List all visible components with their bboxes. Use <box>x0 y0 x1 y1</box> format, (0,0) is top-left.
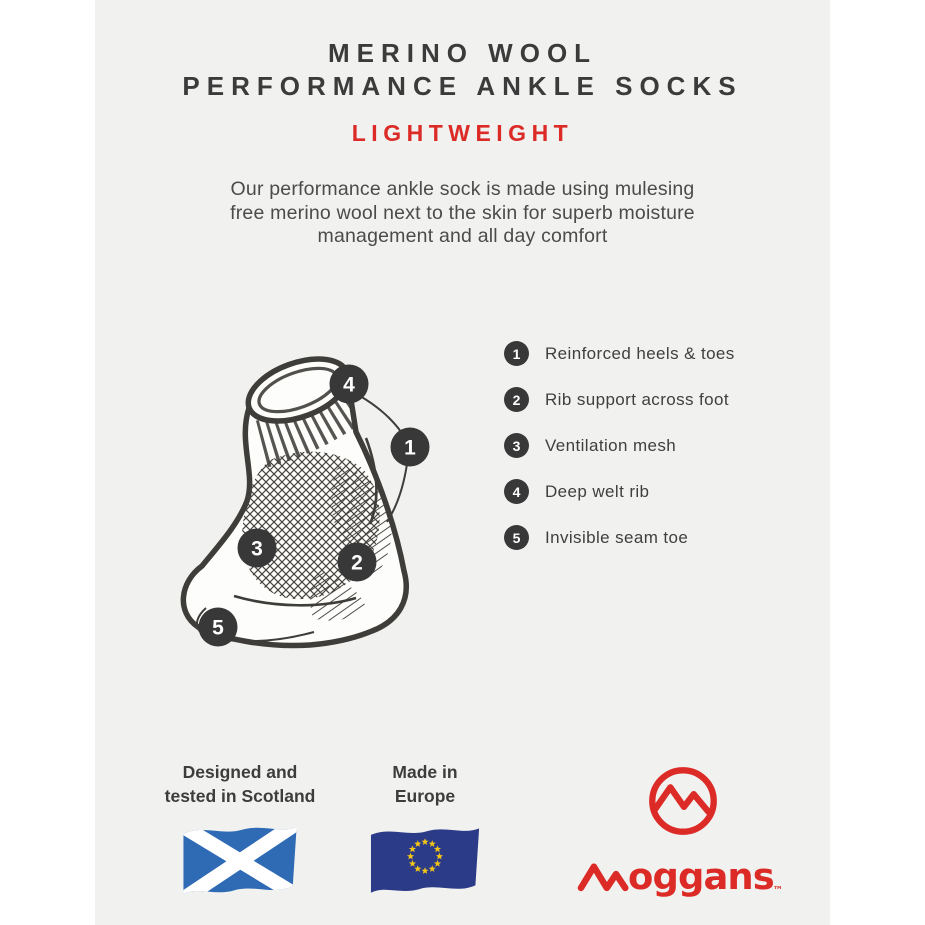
trademark-symbol: ™ <box>772 885 784 897</box>
feature-label: Reinforced heels & toes <box>545 343 735 363</box>
callout-2 <box>338 543 377 582</box>
content-panel <box>95 0 830 925</box>
wordmark-text: oggans <box>628 854 774 898</box>
feature-number-badge: 5 <box>504 525 529 550</box>
feature-number-badge: 2 <box>504 387 529 412</box>
origin-europe <box>350 760 500 909</box>
scotland-flag-icon <box>181 820 299 904</box>
svg-text:5: 5 <box>212 616 224 640</box>
feature-label: Rib support across foot <box>545 389 730 409</box>
product-title-line1: MERINO WOOL <box>327 38 598 68</box>
origin-europe-label: Made in Europe <box>392 762 458 806</box>
feature-item-invisible-seam-toe <box>504 525 735 550</box>
feature-item-deep-welt-rib <box>504 479 735 504</box>
moggans-logo-icon <box>644 762 722 840</box>
brand-block <box>575 762 790 899</box>
header <box>95 0 830 249</box>
feature-number-badge: 3 <box>504 433 529 458</box>
product-title-line2: PERFORMANCE ANKLE SOCKS <box>182 71 743 101</box>
callout-5 <box>199 608 238 647</box>
feature-list <box>504 341 735 550</box>
svg-text:2: 2 <box>351 551 363 575</box>
description-line: free merino wool next to the skin for superb moisture <box>230 201 695 224</box>
product-description <box>95 178 830 249</box>
moggans-wordmark <box>575 851 790 899</box>
feature-number-badge: 1 <box>504 341 529 366</box>
feature-item-ventilation-mesh <box>504 433 735 458</box>
feature-label: Ventilation mesh <box>545 435 677 455</box>
feature-label: Invisible seam toe <box>545 527 689 547</box>
callout-4 <box>330 365 369 404</box>
feature-item-rib-support <box>504 387 735 412</box>
svg-text:3: 3 <box>251 537 263 561</box>
feature-label: Deep welt rib <box>545 481 650 501</box>
sock-body <box>183 347 406 646</box>
svg-text:1: 1 <box>404 436 416 460</box>
origin-scotland <box>145 760 335 909</box>
feature-item-reinforced-heels-toes <box>504 341 735 366</box>
callout-3 <box>238 529 277 568</box>
origin-scotland-label: Designed and tested in Scotland <box>164 762 316 806</box>
description-line: management and all day comfort <box>317 225 608 247</box>
sock-illustration <box>170 338 490 658</box>
svg-text:4: 4 <box>343 373 355 397</box>
weight-class-label: LIGHTWEIGHT <box>351 120 574 146</box>
product-title <box>95 37 830 103</box>
feature-number-badge: 4 <box>504 479 529 504</box>
eu-flag-icon <box>369 820 481 904</box>
wordmark-m-glyph <box>581 867 625 888</box>
callout-1 <box>391 428 430 467</box>
description-line: Our performance ankle sock is made using mulesing <box>230 178 695 200</box>
